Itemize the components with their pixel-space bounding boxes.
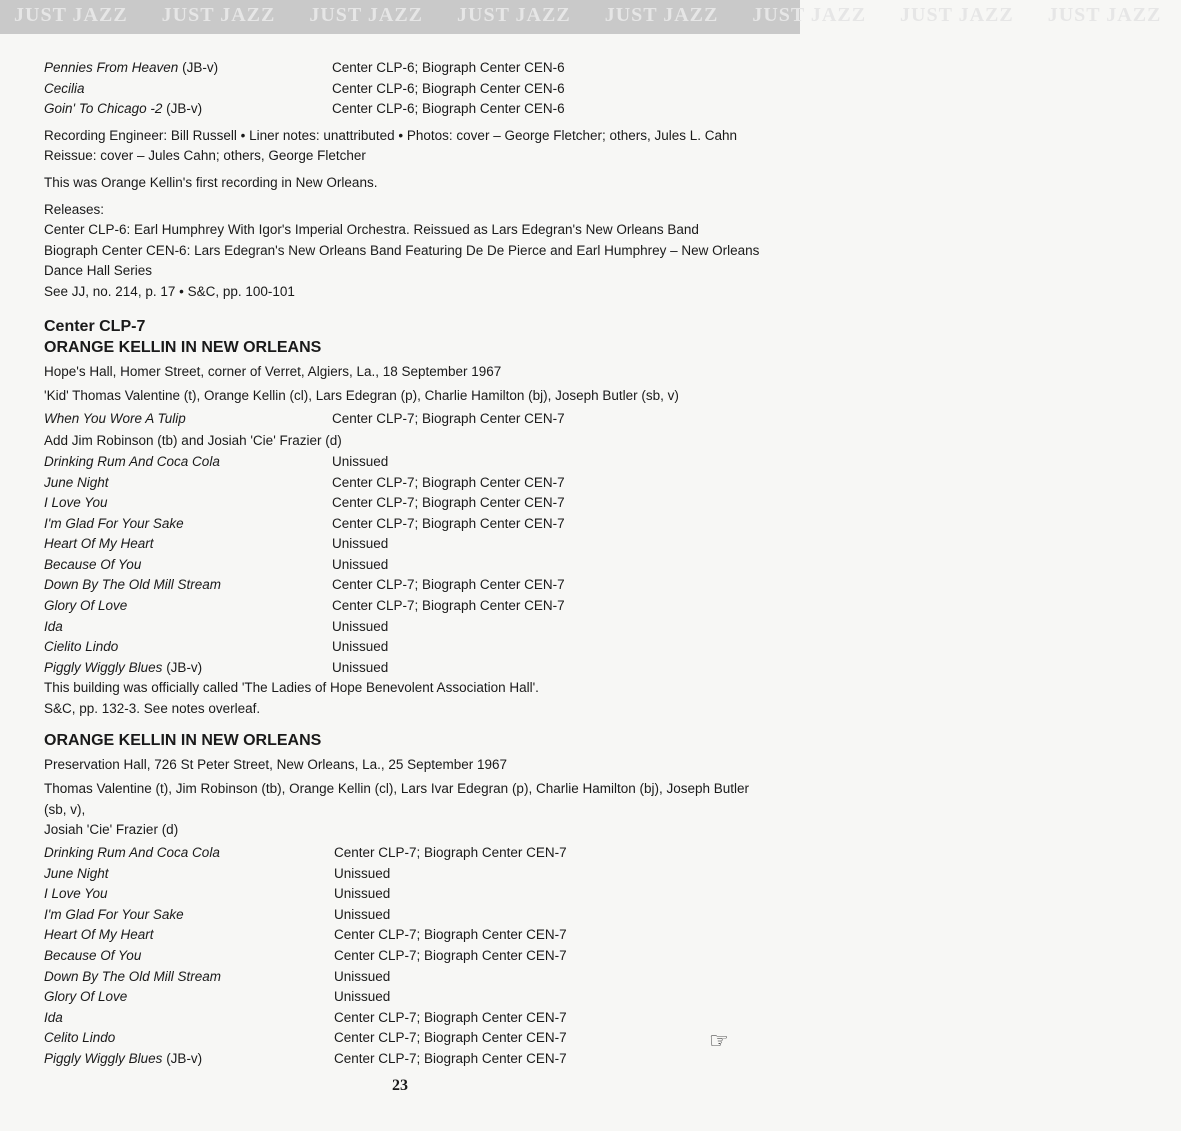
track-row [44,575,764,596]
track-release: Unissued [334,906,391,922]
track-title: Drinking Rum And Coca Cola [44,845,220,860]
venue-note: This building was officially called 'The Ladies of Hope Benevolent Association Hall'. [44,680,539,696]
track-title: I Love You [44,495,108,511]
page-number: 23 [392,1077,408,1094]
track-title: When You Wore A Tulip [44,410,186,426]
page-content [44,58,764,1070]
credits-line: Recording Engineer: Bill Russell • Liner notes: unattributed • Photos: cover – George Fletcher; others, Jules L. Cahn [44,127,738,143]
track-title: Ida [44,618,63,634]
release-line: Biograph Center CEN-6: Lars Edegran's New Orleans Band Featuring De De Pierce and Earl Humphrey – New Orleans Dance Hall Series [44,242,760,279]
track-row [44,864,764,885]
session-title: ORANGE KELLIN IN NEW ORLEANS [44,338,322,356]
track-row [44,905,764,926]
track-title: I Love You [44,886,108,902]
session2-personnel-cont: Josiah 'Cie' Frazier (d) [44,822,179,838]
track-row [44,99,764,120]
track-row [44,1049,764,1070]
track-title: Ida [44,1009,63,1025]
releases-list [44,220,764,302]
session-personnel: 'Kid' Thomas Valentine (t), Orange Kellin (cl), Lars Edegran (p), Charlie Hamilton (bj), Joseph Butler (sb, v) [44,388,679,404]
track-row [44,514,764,535]
track-title: Pennies From Heaven (JB-v) [44,60,219,75]
releases-heading: Releases: [44,201,105,217]
track-row [44,987,764,1008]
track-release: Center CLP-7; Biograph Center CEN-7 [334,1009,567,1025]
reissue-credits-line: Reissue: cover – Jules Cahn; others, George Fletcher [44,148,366,164]
track-title: June Night [44,865,109,881]
track-row [44,452,764,473]
track-row [44,658,764,679]
track-row [44,596,764,617]
banner-word: JUST JAZZ [900,4,1014,26]
track-release: Unissued [334,865,391,881]
track-title: Glory Of Love [44,598,128,614]
track-release: Unissued [334,886,391,902]
track-title: Heart Of My Heart [44,927,154,943]
track-row [44,1028,764,1049]
track-title: Goin' To Chicago -2 (JB-v) [44,101,203,117]
vocal-note: (JB-v) [162,101,203,117]
track-release: Unissued [332,556,389,572]
track-release: Center CLP-7; Biograph Center CEN-7 [334,845,567,860]
track-release: Center CLP-7; Biograph Center CEN-7 [334,927,567,943]
top-track-list [44,58,764,120]
track-title: Because Of You [44,556,142,572]
banner-word: JUST JAZZ [752,4,867,26]
reference-note: S&C, pp. 132-3. See notes overleaf. [44,701,261,717]
track-release: Center CLP-7; Biograph Center CEN-7 [334,1030,567,1046]
track-title: I'm Glad For Your Sake [44,515,184,531]
release-line: See JJ, no. 214, p. 17 • S&C, pp. 100-101 [44,283,295,299]
track-row [44,843,764,864]
track-row [44,925,764,946]
track-row [44,637,764,658]
track-row [44,79,764,100]
track-row [44,967,764,988]
track-release: Center CLP-6; Biograph Center CEN-6 [332,80,565,96]
track-row [44,884,764,905]
track-title: Piggly Wiggly Blues (JB-v) [44,659,203,675]
vocal-note: (JB-v) [178,60,219,75]
track-release: Unissued [332,659,389,675]
session2-title: ORANGE KELLIN IN NEW ORLEANS [44,731,322,749]
banner-word: JUST JAZZ [14,4,128,26]
track-release: Center CLP-7; Biograph Center CEN-7 [332,410,565,426]
catalog-heading: Center CLP-7 [44,317,146,335]
session2-venue: Preservation Hall, 726 St Peter Street, New Orleans, La., 25 September 1967 [44,756,507,772]
track-release: Center CLP-7; Biograph Center CEN-7 [332,577,565,593]
personnel-addition: Add Jim Robinson (tb) and Josiah 'Cie' Frazier (d) [44,433,342,449]
vocal-note: (JB-v) [162,659,203,675]
track-title: Heart Of My Heart [44,536,154,552]
banner-word: JUST JAZZ [457,4,571,26]
track-release: Unissued [332,618,389,634]
track-title: Down By The Old Mill Stream [44,577,222,593]
track-release: Unissued [332,639,389,655]
track-release: Center CLP-7; Biograph Center CEN-7 [334,1050,567,1066]
banner-word: JUST JAZZ [309,4,424,26]
track-title: Celito Lindo [44,1030,116,1046]
track-release: Center CLP-7; Biograph Center CEN-7 [332,474,565,490]
track-release: Center CLP-7; Biograph Center CEN-7 [332,598,565,614]
vocal-note: (JB-v) [162,1050,203,1066]
track-release: Center CLP-7; Biograph Center CEN-7 [334,947,567,963]
track-release: Unissued [334,968,391,984]
track-row [44,493,764,514]
track-release: Unissued [332,536,389,552]
track-row [44,534,764,555]
track-row [44,1008,764,1029]
track-title: Piggly Wiggly Blues (JB-v) [44,1050,203,1066]
track-row [44,946,764,967]
track-release: Center CLP-6; Biograph Center CEN-6 [332,60,565,75]
track-title: June Night [44,474,109,490]
banner-word: JUST JAZZ [604,4,719,26]
track-release: Unissued [334,989,391,1005]
track-title: Down By The Old Mill Stream [44,968,222,984]
track-title: Cecilia [44,80,85,96]
session2-track-list [44,843,764,1070]
track-title: Drinking Rum And Coca Cola [44,453,220,469]
track-title: Glory Of Love [44,989,128,1005]
track-release: Center CLP-7; Biograph Center CEN-7 [332,515,565,531]
track-title: Because Of You [44,947,142,963]
session-venue: Hope's Hall, Homer Street, corner of Verret, Algiers, La., 18 September 1967 [44,363,502,379]
release-line: Center CLP-6: Earl Humphrey With Igor's Imperial Orchestra. Reissued as Lars Edegran's New Orleans Band [44,222,699,238]
track-title: Cielito Lindo [44,639,119,655]
track-release: Unissued [332,453,389,469]
first-recording-note: This was Orange Kellin's first recording in New Orleans. [44,174,378,190]
pointing-hand-icon: ☞ [709,1028,729,1053]
track-row [44,409,764,430]
track-row [44,58,764,79]
banner-word: JUST JAZZ [1047,4,1162,26]
track-release: Center CLP-7; Biograph Center CEN-7 [332,495,565,511]
session2-personnel: Thomas Valentine (t), Jim Robinson (tb), Orange Kellin (cl), Lars Ivar Edegran (p), Charlie Hamilton (bj), Joseph Butler (sb, v), [44,781,750,817]
track-row [44,555,764,576]
track-row [44,473,764,494]
session1-track-list [44,452,764,679]
banner-word: JUST JAZZ [161,4,276,26]
running-header-banner [0,0,1162,34]
track-row [44,617,764,638]
track-release: Center CLP-6; Biograph Center CEN-6 [332,101,565,117]
track-title: I'm Glad For Your Sake [44,906,184,922]
